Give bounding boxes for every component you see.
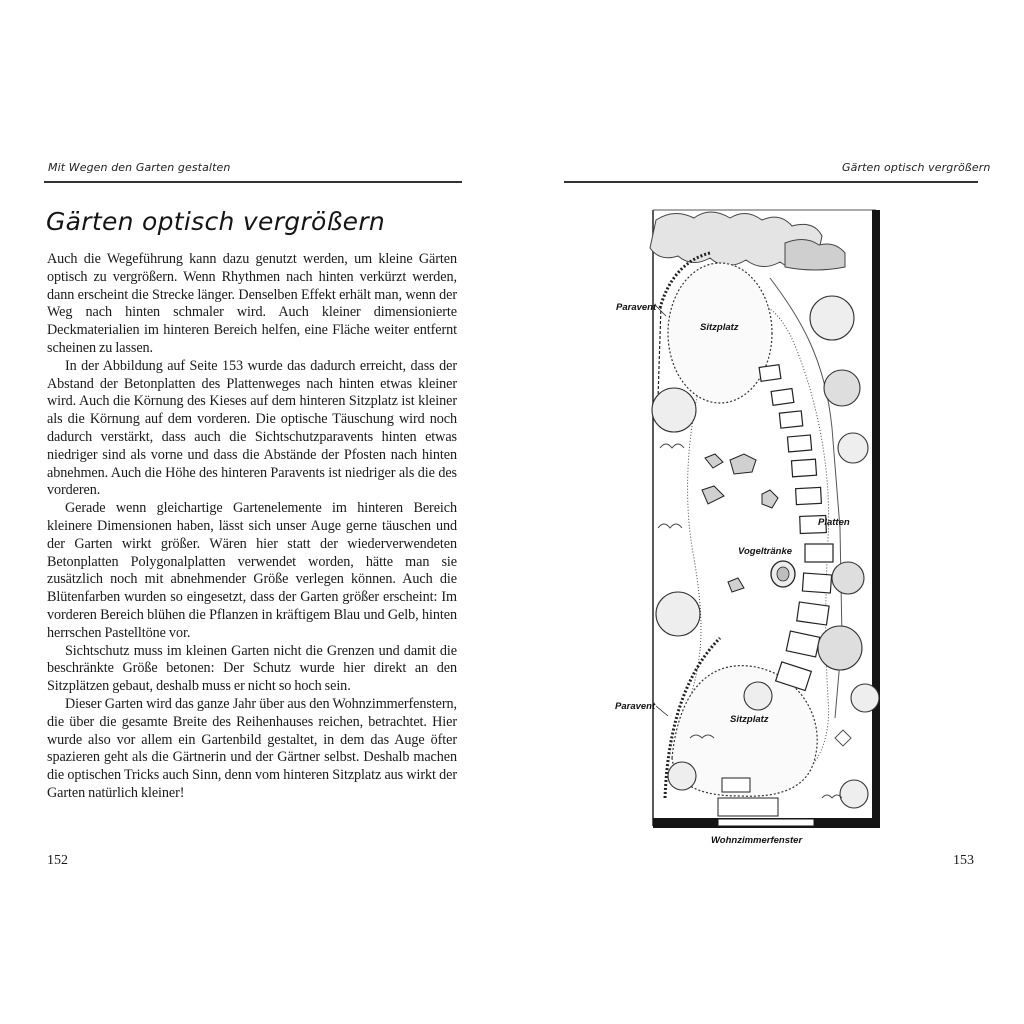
garden-plan-illustration xyxy=(610,198,900,858)
label-vogeltraenke: Vogeltränke xyxy=(738,546,793,557)
bird-bath xyxy=(771,561,795,587)
header-rule-left xyxy=(44,181,462,183)
paragraph: Sichtschutz muss im kleinen Garten nicht die Grenzen und damit die beschränkte Größe betonen: Der Schutz wurde hier direkt an den Sitzplätzen gebaut, deshalb muss er nicht so hoch sein. xyxy=(47,642,457,695)
label-sitzplatz-rear: Sitzplatz xyxy=(700,322,739,333)
page-number-right: 153 xyxy=(953,853,974,868)
paragraph: In der Abbildung auf Seite 153 wurde das dadurch erreicht, dass der Abstand der Betonplatten des Plattenweges nach hinten etwas kleiner wird. Auch die Körnung des Kieses auf dem hinteren Sitzplatz ist kleiner als die Körnung auf dem vorderen. Die optische Täuschung wird noch dadurch verstärkt, dass auch die Sichtschutzparavents hinten etwas niedriger sind als vorne und dass die Abstände der Pfosten nach hinten abnehmen. Auch die Höhe des hinteren Paravents ist niedriger als die des vorderen. xyxy=(47,357,457,499)
label-platten: Platten xyxy=(818,517,850,528)
paravent-rear-edge xyxy=(658,306,661,398)
rear-seating-area xyxy=(668,263,772,403)
paragraph: Auch die Wegeführung kann dazu genutzt werden, um kleine Gärten optisch zu vergrößern. Wenn Rhythmen nach hinten verkürzt werden, dann erscheint die Strecke länger. Denselben Effekt erhält man, wenn der Weg nach hinten schmaler wird. Auch kleiner dimensionierte Deckmaterialien im hinteren Bereich helfen, eine Fläche weiter entfernt scheinen zu lassen. xyxy=(47,251,457,356)
label-sitzplatz-front: Sitzplatz xyxy=(730,714,769,725)
label-wohnzimmerfenster: Wohnzimmerfenster xyxy=(711,835,803,846)
running-head-left: Mit Wegen den Garten gestalten xyxy=(48,161,231,174)
label-paravent-front: Paravent xyxy=(615,701,656,712)
paragraph: Gerade wenn gleichartige Gartenelemente im hinteren Bereich kleinere Dimensionen haben, lässt sich unser Auge gerne täuschen und der Garten wirkt größer. Wären hier statt der wiederverwendeten Betonplatten Polygonalplatten verwendet worden, hätte man sie zusätzlich noch mit abnehmender Größe verlegen können. Auch die Blütenfarben wurden so eingesetzt, dass der Garten größer erscheint: Im vorderen Bereich blühen die Pflanzen in kräftigem Blau und Gelb, hinten herrschen Pastelltöne vor. xyxy=(47,500,457,641)
header-rule-right xyxy=(564,181,978,183)
running-head-right: Gärten optisch vergrößern xyxy=(842,161,991,174)
page-number-left: 152 xyxy=(47,853,68,868)
rear-hedge xyxy=(650,212,845,270)
paragraph: Dieser Garten wird das ganze Jahr über aus den Wohnzimmerfenstern, die über die gesamte Breite des Reihenhauses reichen, betrachtet. Hier wurde also vor allem ein Gartenbild gestaltet, in dem das Auge öfter spazieren geht als die Gärtnerin und der Gärtner selbst. Deshalb machen die optischen Tricks auch Sinn, denn vom hinteren Sitzplatz aus wirkt der Garten natürlich kleiner! xyxy=(47,695,457,801)
boulders xyxy=(702,454,778,592)
body-text xyxy=(47,251,457,803)
leader-paravent-front xyxy=(656,706,668,716)
chapter-heading: Gärten optisch vergrößern xyxy=(46,207,386,236)
label-paravent-rear: Paravent xyxy=(616,302,657,313)
